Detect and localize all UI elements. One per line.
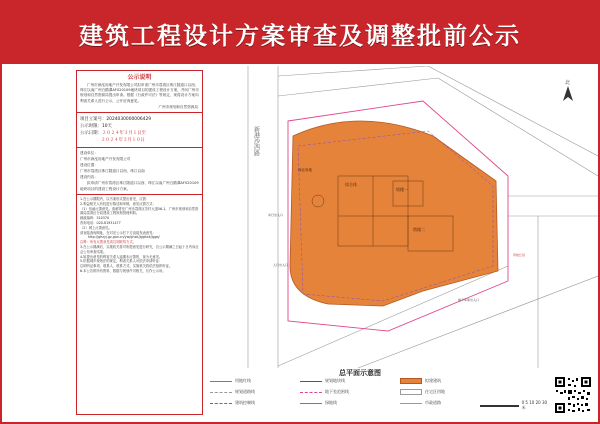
- rule-line: 4.如提出意见的利害关系人逾期未反馈的，视为无意见。: [80, 254, 163, 259]
- plan-label: 商业用地: [298, 168, 312, 172]
- notice-section-title: 公示说明: [127, 74, 152, 81]
- site-plan-drawing: [208, 66, 598, 368]
- rule-line: 咨询电话：020-81931477: [80, 221, 121, 225]
- notice-panel: [76, 70, 203, 415]
- legend: [210, 376, 550, 412]
- north-arrow: [563, 79, 573, 101]
- rule-line: 2.利益相关人有权进行陈述和申辩，意见反馈方式：: [80, 201, 156, 206]
- notice-rules: [77, 197, 202, 274]
- period-label: 公示时限：: [80, 124, 102, 130]
- rule-line: 邮政编码：510370: [80, 216, 110, 221]
- info-line: 建设内容：: [80, 175, 98, 180]
- project-no-label: 项目立案号：: [80, 117, 107, 123]
- scale-bar: 0 5 10 20 30米: [480, 400, 550, 411]
- legend-item: 规划道路线: [210, 389, 255, 395]
- rule-line: 注明听证事项、联系人、联系方式，实施机关将依法组织听证。: [80, 264, 173, 269]
- road-line: [278, 66, 428, 76]
- plan-label: 车行出入口: [268, 213, 284, 217]
- divider: [77, 112, 202, 113]
- legend-item: 用地红线: [210, 378, 251, 384]
- rule-line: 1.在公示期限内，以书面形式提出意见，反馈：: [80, 197, 150, 202]
- plan-label: 综合体: [345, 182, 357, 187]
- rule-line: 3.在公示期满后，实施机关将对所提意见进行研究，自公示期满之日起十日内向社会公布审查结果。: [80, 244, 199, 254]
- plan-title: 总平面示意图: [339, 369, 381, 377]
- road-label: 新港沙西路: [252, 126, 260, 156]
- info-line: 建设单位：: [80, 151, 98, 156]
- legend-item: 市政道路: [400, 400, 441, 406]
- site-plan: [208, 66, 598, 368]
- rule-line: （1）信函反馈意见。请邮寄至广州市荔湾区芳村大道56-1，广州市规划和自然资源局荔湾区分局建设工程规划管理科收。: [80, 206, 199, 216]
- divider: [77, 194, 202, 195]
- info-line: 广州市润泓房地产开发有限公司: [80, 157, 131, 162]
- plan-label: 塔楼二: [413, 227, 425, 232]
- plan-label: 人行出入口: [273, 263, 289, 267]
- legend-item: 拟建建筑: [400, 378, 441, 384]
- road-line: [428, 66, 598, 156]
- road-line: [278, 78, 438, 96]
- plan-label: 塔楼一: [396, 187, 408, 192]
- notice-signer: 广州市规划和自然资源局: [158, 104, 198, 109]
- date-label: 公示日期：: [80, 131, 102, 137]
- plan-label: 地下车库出入口: [458, 298, 480, 302]
- period: 10天: [101, 124, 112, 130]
- legend-item: 建筑控制线: [210, 400, 255, 406]
- info-line: 建设位置：: [80, 163, 98, 168]
- date-from: ２０２４年３月１日至: [101, 131, 146, 137]
- divider: [77, 147, 202, 148]
- rule-line: 6.本公告的所有资料、数据与规划许可相关，仅作公示用。: [80, 268, 166, 273]
- legend-item: 规划地块线: [300, 378, 345, 384]
- qr-code-icon[interactable]: [554, 376, 592, 414]
- rule-line: （2）网上反馈意见。: [80, 225, 112, 230]
- rules-note: 注释：所有反馈意见须注明联络方式。: [80, 240, 137, 245]
- project-no: 2024030000006429: [106, 117, 152, 123]
- proposed-building: [290, 121, 498, 306]
- legend-item: 绿地线: [300, 400, 337, 406]
- title-banner: [2, 2, 598, 64]
- info-line: 广州市荔湾区珠江隧道口以西、珠江以南: [80, 169, 145, 174]
- rule-line: 请登陆查询网址，在对应公示栏下方直接发表意见：: [80, 230, 156, 235]
- rule-line: 5.依据城乡规划法的规定，利害关系人可依法申请听证：: [80, 259, 163, 264]
- plan-label: 用地红线: [513, 253, 526, 257]
- date-to: ２０２４年３月１０日: [101, 138, 145, 144]
- legend-item: 地下室范围线: [300, 389, 349, 395]
- notice-meta: [77, 115, 202, 145]
- feedback-link[interactable]: http://ghzyj.gz.gov.cn/yw/ghxk/jgghxk/jggs/: [88, 235, 160, 240]
- legend-item: 住宅区用地: [400, 389, 445, 395]
- notice-info: [77, 150, 202, 192]
- info-line: 拟申请广州市荔湾区珠江隧道口以西、珠江以南广州白鹅潭AF020109地块项目的建设工程设计方案。: [80, 181, 199, 192]
- page-title: 建筑工程设计方案审查及调整批前公示: [79, 21, 521, 50]
- svg-text:北: 北: [565, 80, 571, 86]
- notice-paragraph: 广州市润泓房地产开发有限公司拟申请广州市荔湾区珠江隧道口以西、珠江以南广州白鹅潭AF020109地块项目的建设工程设计方案，并向广州市规划和自然资源局提出申请。根据《行政许可法》等规定，现将设计方案向利害关系人进行公示，公开征询意见。: [80, 83, 199, 103]
